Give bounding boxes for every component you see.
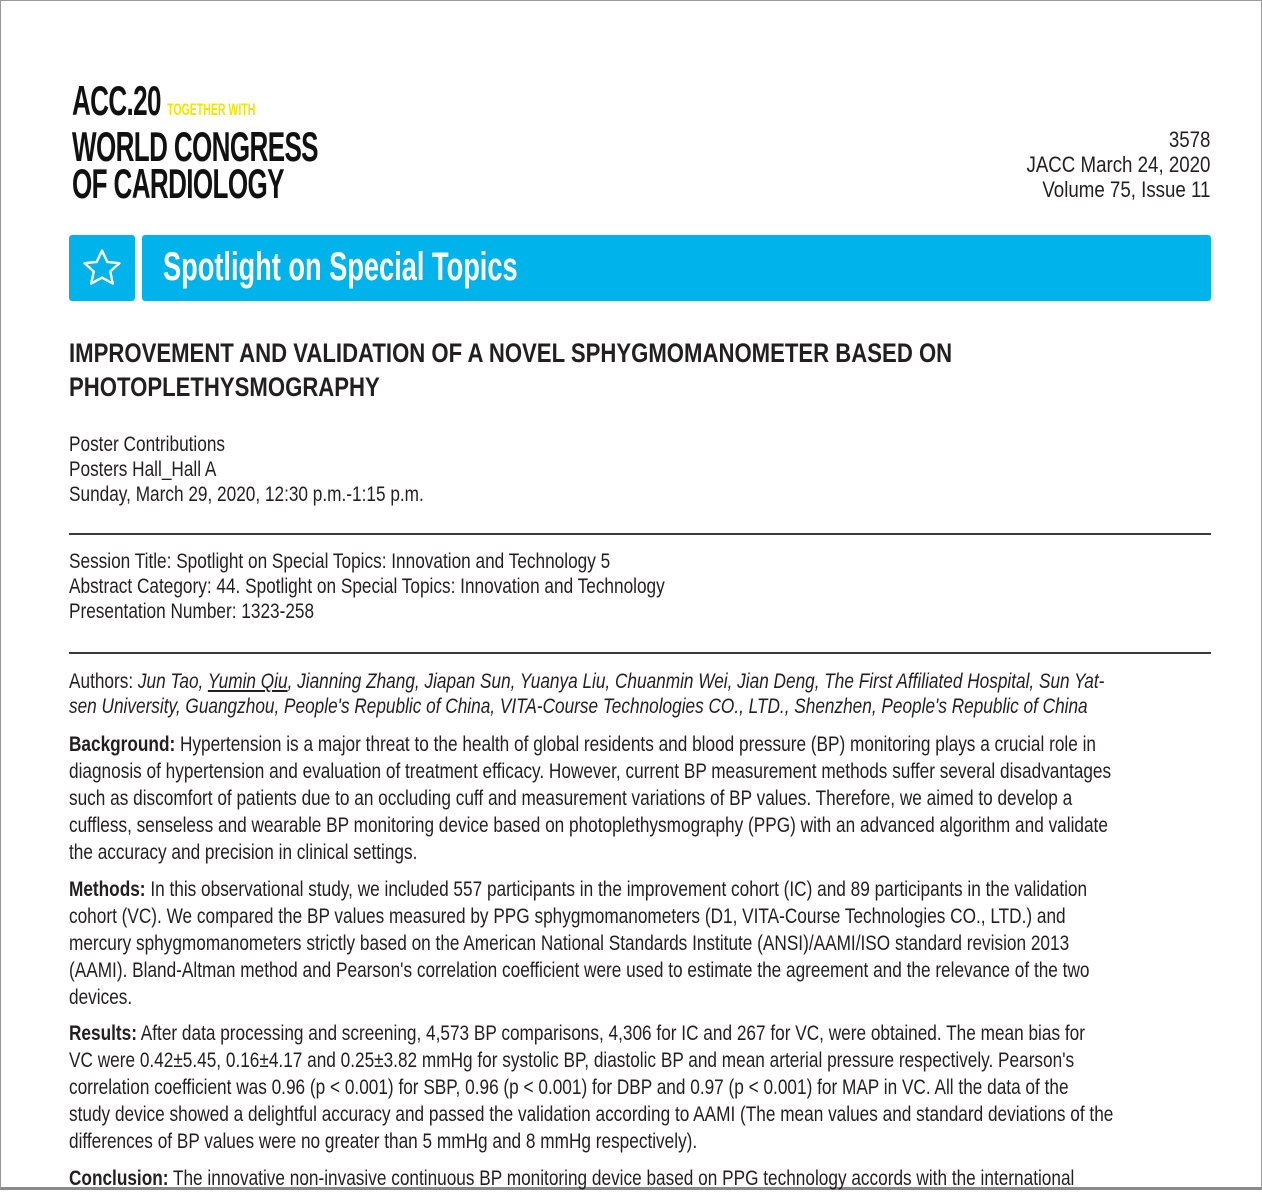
journal-date: JACC March 24, 2020 xyxy=(1026,152,1210,177)
session-type: Poster Contributions xyxy=(69,433,226,456)
banner-star-box xyxy=(69,235,135,301)
title-line: IMPROVEMENT AND VALIDATION OF A NOVEL SPHYGMOMANOMETER BASED ON xyxy=(69,338,953,368)
section-banner xyxy=(142,235,1211,301)
page-number: 3578 xyxy=(1168,127,1210,152)
text-line: devices. xyxy=(69,986,133,1009)
star-icon xyxy=(80,246,124,290)
presenting-author: Yumin Qiu xyxy=(207,670,288,693)
session-info xyxy=(69,432,502,507)
section-label: Methods: xyxy=(69,878,146,901)
session-time: Sunday, March 29, 2020, 12:30 p.m.-1:15 p.m. xyxy=(69,483,424,506)
text-line: In this observational study, we included 557 participants in the improvement cohort (IC) and 89 participants in the validation xyxy=(145,878,1088,901)
logo-line: ACC.20 xyxy=(72,77,161,124)
acc-wcc-logo xyxy=(72,77,318,207)
authors xyxy=(69,669,1262,719)
title-line: PHOTOPLETHYSMOGRAPHY xyxy=(69,372,380,402)
text-line: study device showed a delightful accuracy and passed the validation according to AAMI (The mean values and standard deviations of the xyxy=(69,1103,1114,1126)
logo-line: OF CARDIOLOGY xyxy=(72,160,284,207)
logo-together: TOGETHER WITH xyxy=(167,100,256,119)
volume-issue: Volume 75, Issue 11 xyxy=(1041,177,1210,202)
author: Jun Tao, xyxy=(137,670,208,693)
section-label: Background: xyxy=(69,733,176,756)
text-line: cuffless, senseless and wearable BP monitoring device based on photoplethysmography (PPG) with an advanced algorithm and validate xyxy=(69,814,1108,837)
text-line: cohort (VC). We compared the BP values measured by PPG sphygmomanometers (D1, VITA-Course Technologies CO., LTD.) and xyxy=(69,905,1066,928)
divider xyxy=(69,533,1211,535)
text-line: such as discomfort of patients due to an occluding cuff and measurement variations of BP values. Therefore, we aimed to develop a xyxy=(69,787,1073,810)
text-line: differences of BP values were no greater than 5 mmHg and 8 mmHg respectively). xyxy=(69,1130,698,1153)
banner-label: Spotlight on Special Topics xyxy=(163,245,518,289)
session-title: Session Title: Spotlight on Special Topics: Innovation and Technology 5 xyxy=(69,550,611,573)
text-line: mercury sphygmomanometers strictly based on the American National Standards Institute (ANSI)/AAMI/ISO standard revision 2013 xyxy=(69,932,1070,955)
text-line: Hypertension is a major threat to the health of global residents and blood pressure (BP) monitoring plays a crucial role in xyxy=(175,733,1097,756)
article-title xyxy=(69,336,1146,404)
text-line: correlation coefficient was 0.96 (p < 0.001) for SBP, 0.96 (p < 0.001) for DBP and 0.97 (p < 0.001) for MAP in VC. All the data of the xyxy=(69,1076,1069,1099)
abstract-category: Abstract Category: 44. Spotlight on Special Topics: Innovation and Technology xyxy=(69,575,665,598)
logo-line: WORLD CONGRESS xyxy=(72,123,318,170)
text-line: diagnosis of hypertension and evaluation of treatment efficacy. However, current BP measurement methods suffer several disadvantages xyxy=(69,760,1112,783)
conclusion-section xyxy=(69,1165,1262,1192)
authors-label: Authors: xyxy=(69,670,138,693)
section-label: Results: xyxy=(69,1022,137,1045)
results-section xyxy=(69,1020,1262,1155)
section-label: Conclusion: xyxy=(69,1167,169,1190)
journal-meta xyxy=(994,127,1210,202)
text-line: VC were 0.42±5.45, 0.16±4.17 and 0.25±3.82 mmHg for systolic BP, diastolic BP and mean arterial pressure respectively. Pearson's xyxy=(69,1049,1075,1072)
session-location: Posters Hall_Hall A xyxy=(69,458,217,481)
session-details xyxy=(69,549,796,624)
text-line: the accuracy and precision in clinical settings. xyxy=(69,841,418,864)
presentation-number: Presentation Number: 1323-258 xyxy=(69,600,315,623)
text-line: (AAMI). Bland-Altman method and Pearson's correlation coefficient were used to estimate the agreement and the relevance of the two xyxy=(69,959,1090,982)
methods-section xyxy=(69,876,1262,1011)
text-line: The innovative non-invasive continuous BP monitoring device based on PPG technology accords with the international xyxy=(168,1167,1075,1190)
background-section xyxy=(69,731,1262,866)
divider xyxy=(69,652,1211,654)
text-line: After data processing and screening, 4,573 BP comparisons, 4,306 for IC and 267 for VC, were obtained. The mean bias for xyxy=(136,1022,1085,1045)
author-list: , Jianning Zhang, Jiapan Sun, Yuanya Liu, Chuanmin Wei, Jian Deng, The First Affiliated Hospital, Sun Yat- xyxy=(287,670,1105,693)
author-affiliations: sen University, Guangzhou, People's Republic of China, VITA-Course Technologies CO., LTD., Shenzhen, People's Republic of China xyxy=(69,695,1088,718)
